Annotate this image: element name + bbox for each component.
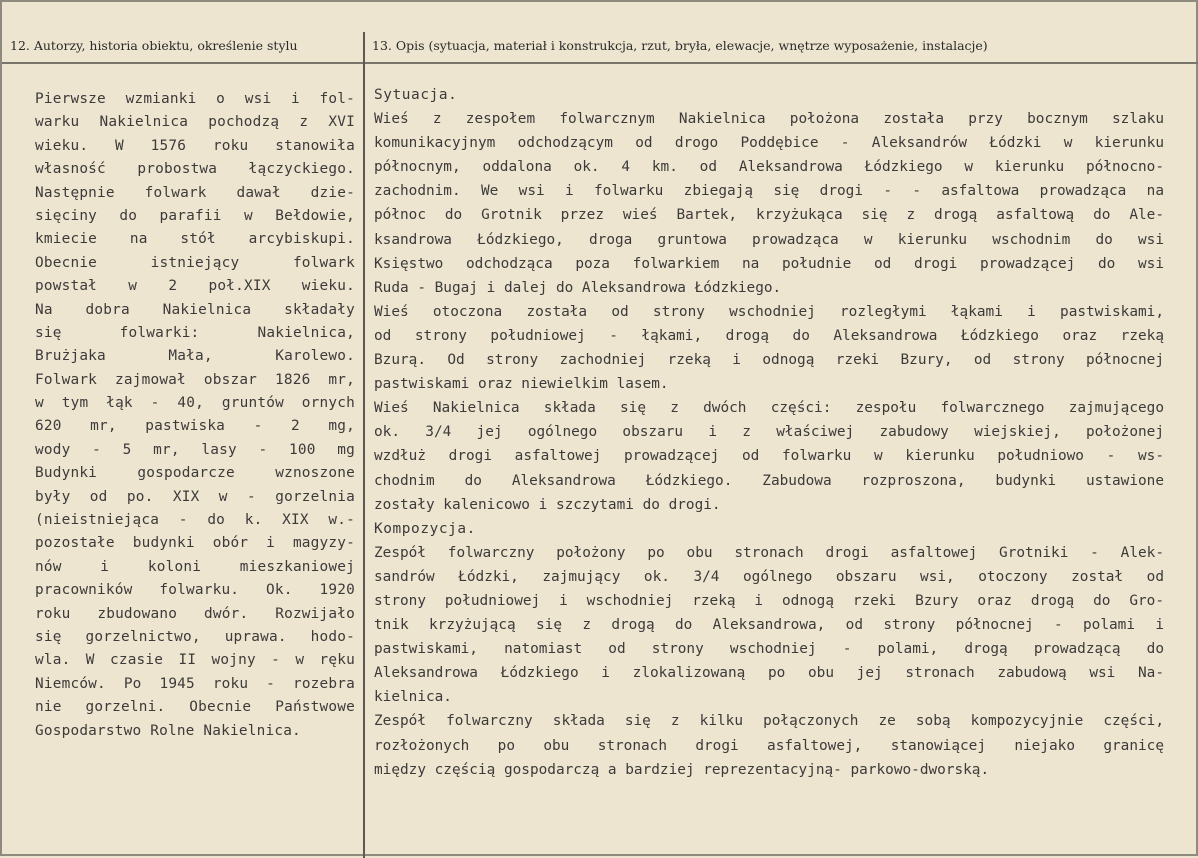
history-line: nie gorzelni. Obecnie Państwowe [35, 699, 355, 716]
description-line: Ruda - Bugaj i dalej do Aleksandrowa Łódzkiego. [374, 279, 782, 296]
right-column-header: 13. Opis (sytuacja, materiał i konstrukcja, rzut, bryła, elewacje, wnętrze wyposażenie, instalacje) [372, 38, 988, 53]
history-line: Obecnie istniejący folwark [35, 254, 355, 271]
history-line: 620 mr, pastwiska - 2 mg, [35, 418, 355, 435]
history-line: powstał w 2 poł.XIX wieku. [35, 278, 355, 295]
description-line: Wieś Nakielnica składa się z dwóch części: zespołu folwarcznego zajmującego [374, 400, 1164, 417]
left-column-header: 12. Autorzy, historia obiektu, określenie stylu [10, 38, 298, 53]
description-line: północnym, oddalona ok. 4 km. od Aleksandrowa Łódzkiego w kierunku północno- [374, 159, 1164, 176]
description-line: ok. 3/4 jej ogólnego obszaru i z właściwej zabudowy wiejskiej, położonej [374, 424, 1164, 441]
description-line: zachodnim. We wsi i folwarku zbiegają się drogi - - asfaltowa prowadząca na [374, 183, 1164, 200]
history-line: się folwarki: Nakielnica, [35, 324, 355, 341]
history-line: wody - 5 mr, lasy - 100 mg [35, 441, 355, 458]
description-line: Księstwo odchodząca poza folwarkiem na południe od drogi prowadzącej do wsi [374, 255, 1164, 272]
history-line: były od po. XIX w - gorzelnia [35, 488, 355, 505]
history-line: kmiecie na stół arcybiskupi. [35, 231, 355, 248]
header-divider [2, 62, 1198, 64]
description-line: Zespół folwarczny składa się z kilku połączonych ze sobą kompozycyjnie części, [374, 713, 1164, 730]
description-line: wzdłuż drogi asfaltowej prowadzącej od folwarku w kierunku południowo - ws- [374, 448, 1164, 465]
description-line: Wieś otoczona została od strony wschodniej rozległymi łąkami i pastwiskami, [374, 303, 1164, 320]
description-line: sandrów Łódzki, zajmujący ok. 3/4 ogólnego obszaru wsi, otoczony został od [374, 568, 1164, 585]
description-line: od strony południowej - łąkami, drogą do Aleksandrowa Łódzkiego oraz rzeką [374, 327, 1164, 344]
history-text-column [35, 88, 355, 743]
history-line: sięciny do parafii w Bełdowie, [35, 207, 355, 224]
description-line: zostały kalenicowo i szczytami do drogi. [374, 496, 721, 513]
description-text-column [374, 83, 1164, 782]
description-line: rozłożonych po obu stronach drogi asfaltowej, stanowiącej niejako granicę [374, 737, 1164, 754]
history-line: pozostałe budynki obór i magyzy- [35, 535, 355, 552]
history-line: Gospodarstwo Rolne Nakielnica. [35, 722, 301, 739]
history-line: roku zbudowano dwór. Rozwijało [35, 605, 355, 622]
description-line: Bzurą. Od strony zachodniej rzeką i odnogą rzeki Bzury, od strony północnej [374, 352, 1164, 369]
description-line: tnik krzyżującą się z drogą do Aleksandrowa, od strony północnej - polami i [374, 617, 1164, 634]
history-line: pracowników folwarku. Ok. 1920 [35, 582, 355, 599]
column-divider [363, 32, 365, 858]
description-line: Zespół folwarczny położony po obu stronach drogi asfaltowej Grotniki - Alek- [374, 544, 1164, 561]
history-line: Niemców. Po 1945 roku - rozebra [35, 675, 355, 692]
description-line: Aleksandrowa Łódzkiego i zlokalizowaną po obu jej stronach zabudową wsi Na- [374, 665, 1164, 682]
description-line: Wieś z zespołem folwarcznym Nakielnica położona została przy bocznym szlaku [374, 111, 1164, 128]
history-line: Pierwsze wzmianki o wsi i fol- [35, 91, 355, 107]
description-line: kielnica. [374, 689, 452, 706]
history-line: Folwark zajmował obszar 1826 mr, [35, 371, 355, 388]
description-line: pastwiskami, natomiast od strony wschodniej - polami, drogą prowadzącą do [374, 641, 1164, 658]
history-line: Brużjaka Mała, Karolewo. [35, 348, 355, 365]
history-line: wla. W czasie II wojny - w ręku [35, 652, 355, 669]
description-line: północ do Grotnik przez wieś Bartek, krzyżukąca się z drogą asfaltową do Ale- [374, 207, 1164, 224]
history-line: wieku. W 1576 roku stanowiła [35, 137, 355, 154]
history-line: się gorzelnictwo, uprawa. hodo- [35, 628, 355, 645]
history-line: Na dobra Nakielnica składały [35, 301, 355, 318]
section-heading: Sytuacja. [374, 87, 458, 103]
history-line: własność probostwa łączyckiego. [35, 161, 355, 178]
history-line: warku Nakielnica pochodzą z XVI [35, 114, 355, 131]
description-line: chodnim do Aleksandrowa Łódzkiego. Zabudowa rozproszona, budynki ustawione [374, 472, 1164, 489]
description-line: strony południowej i wschodniej rzeką i odnogą rzeki Bzury oraz drogą do Gro- [374, 592, 1164, 609]
description-line: komunikacyjnym odchodzącym od drogo Poddębice - Aleksandrów Łódzki w kierunku [374, 135, 1164, 152]
section-heading: Kompozycja. [374, 520, 476, 537]
description-line: pastwiskami oraz niewielkim lasem. [374, 376, 669, 393]
history-line: nów i koloni mieszkaniowej [35, 558, 355, 575]
history-line: Następnie folwark dawał dzie- [35, 184, 355, 201]
history-line: Budynki gospodarcze wznoszone [35, 465, 355, 482]
description-line: między częścią gospodarczą a bardziej reprezentacyjną- parkowo-dworską. [374, 761, 990, 778]
history-line: (nieistniejąca - do k. XIX w.- [35, 512, 355, 529]
description-line: ksandrowa Łódzkiego, droga gruntowa prowadząca w kierunku wschodnim do wsi [374, 231, 1164, 248]
history-line: w tym łąk - 40, gruntów ornych [35, 395, 355, 412]
